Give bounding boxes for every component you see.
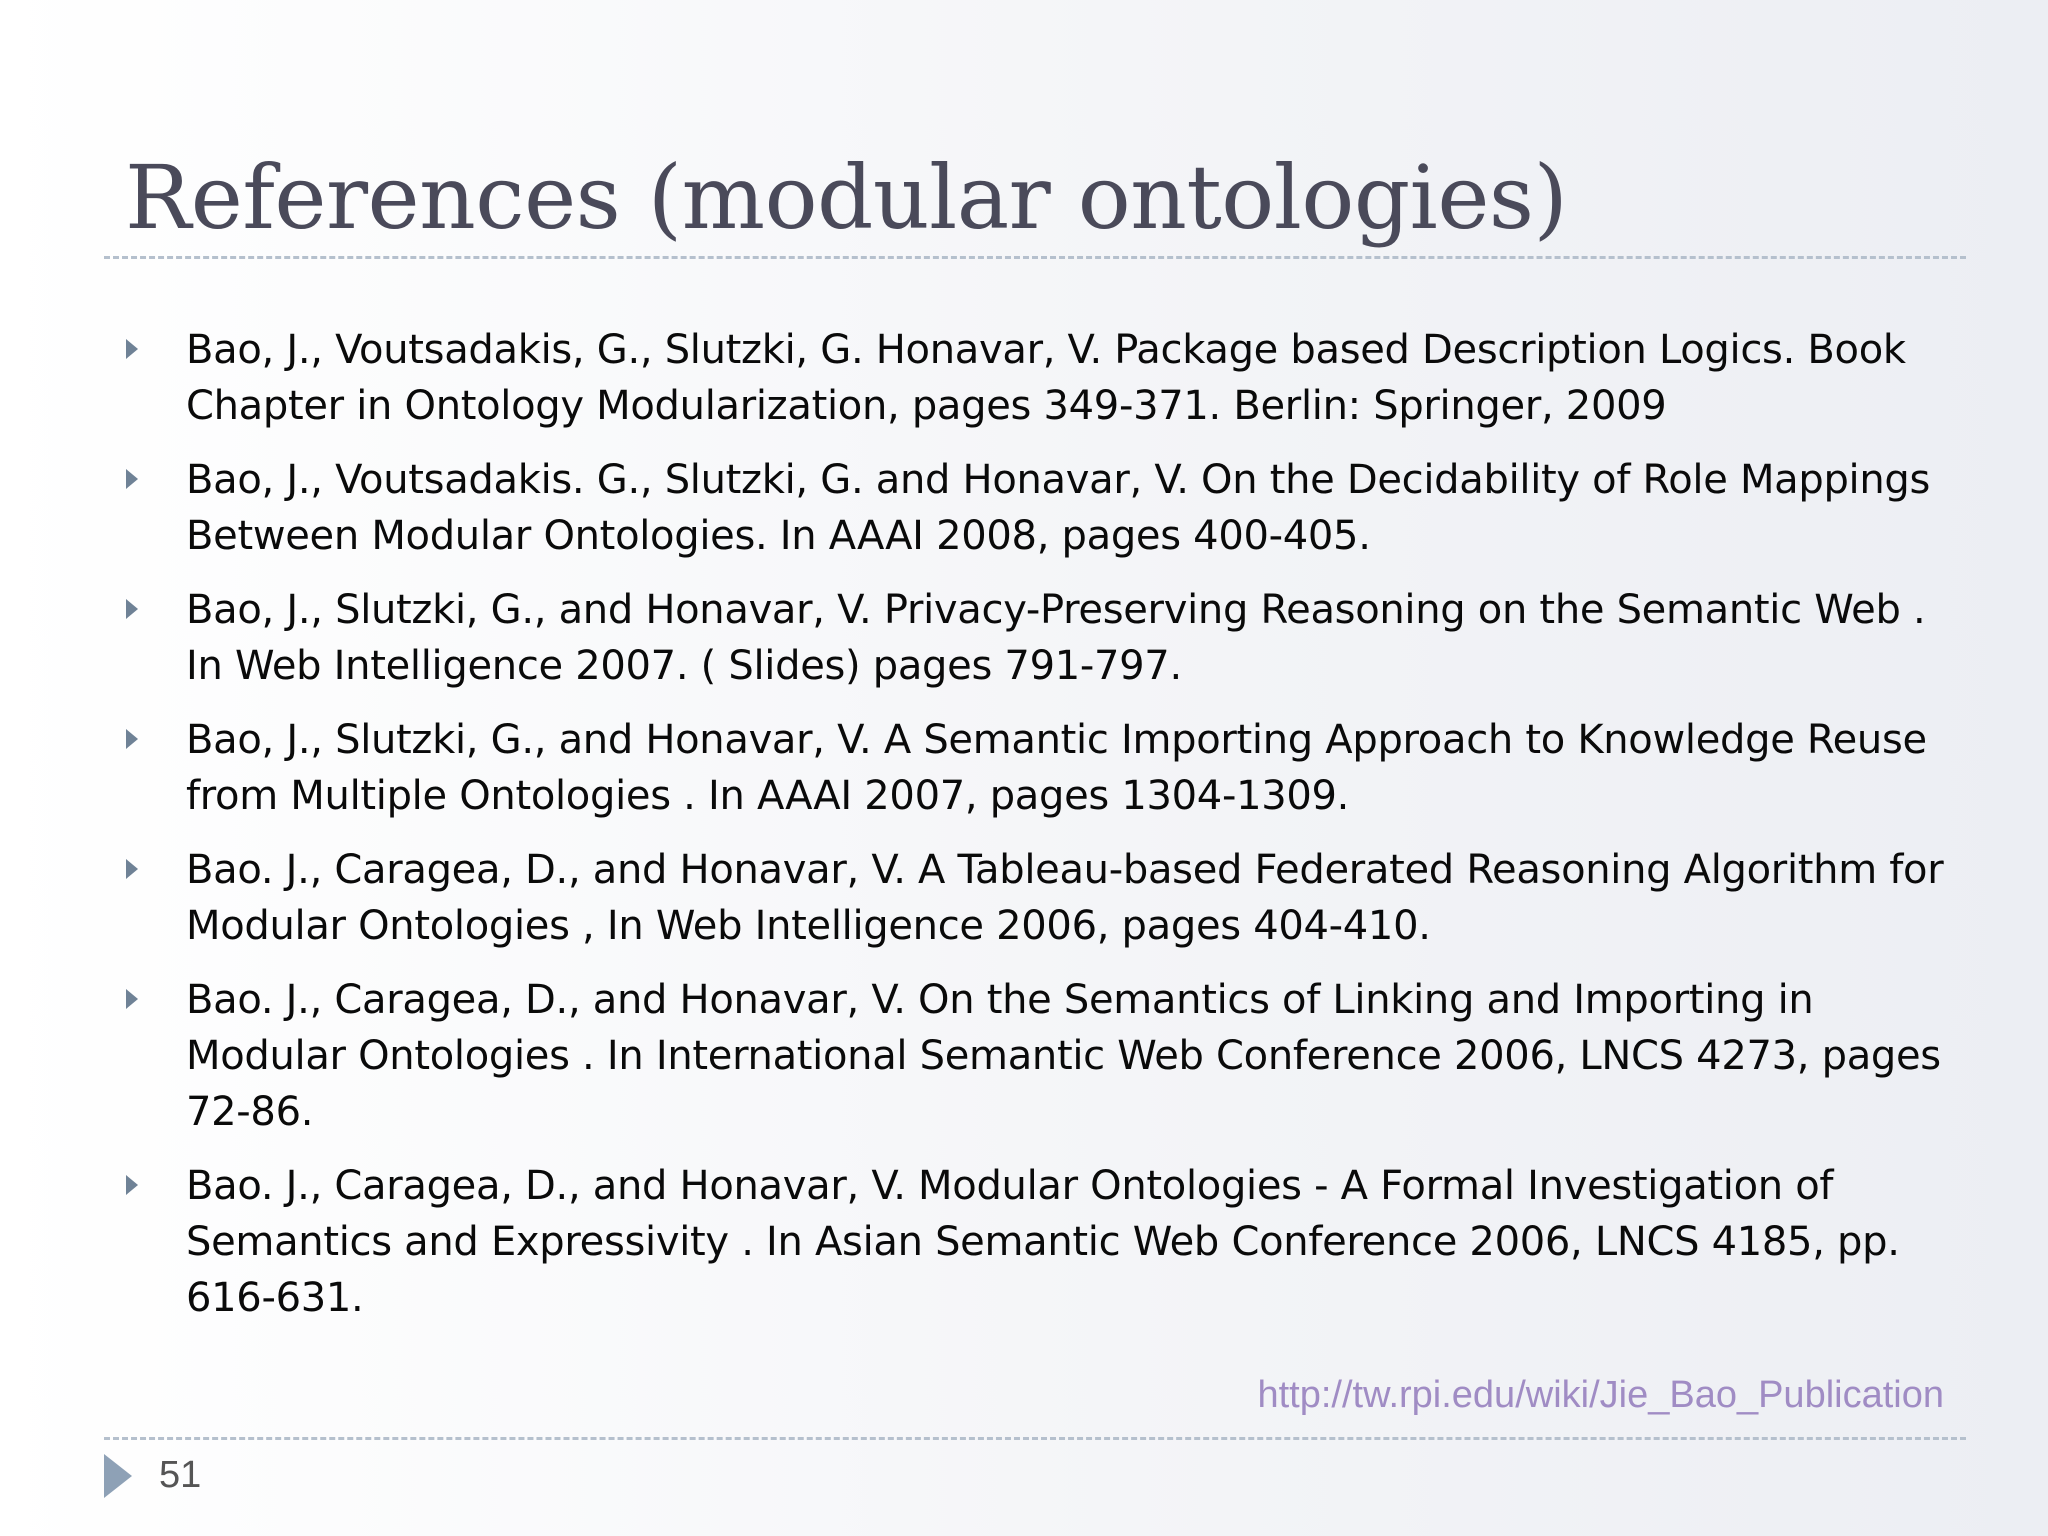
- reference-text: Bao, J., Voutsadakis. G., Slutzki, G. and Honavar, V. On the Decidability of Role Mappings Between Modular Ontologies. In AAAI 2008, pages 400-405.: [186, 457, 1931, 559]
- bullet-icon: [126, 339, 138, 359]
- bullet-icon: [126, 469, 138, 489]
- reference-item: [118, 712, 1968, 824]
- publication-link[interactable]: http://tw.rpi.edu/wiki/Jie_Bao_Publication: [1257, 1374, 1944, 1416]
- reference-text: Bao, J., Slutzki, G., and Honavar, V. Privacy-Preserving Reasoning on the Semantic Web . In Web Intelligence 2007. ( Slides) pages 791-797.: [186, 587, 1926, 689]
- reference-item: [118, 582, 1968, 694]
- bullet-icon: [126, 859, 138, 879]
- reference-item: [118, 972, 1968, 1140]
- reference-item: [118, 1158, 1968, 1326]
- reference-item: [118, 452, 1968, 564]
- title-divider: [104, 256, 1966, 259]
- bullet-icon: [126, 989, 138, 1009]
- reference-text: Bao. J., Caragea, D., and Honavar, V. Modular Ontologies - A Formal Investigation of Semantics and Expressivity . In Asian Semantic Web Conference 2006, LNCS 4185, pp. 616-631.: [186, 1163, 1900, 1321]
- reference-list: [118, 322, 1968, 1344]
- bullet-icon: [126, 1175, 138, 1195]
- footer-divider: [104, 1437, 1966, 1440]
- bullet-icon: [126, 599, 138, 619]
- slide-title: References (modular ontologies): [125, 146, 1568, 249]
- bullet-icon: [126, 729, 138, 749]
- reference-item: [118, 842, 1968, 954]
- reference-text: Bao, J., Slutzki, G., and Honavar, V. A Semantic Importing Approach to Knowledge Reuse from Multiple Ontologies . In AAAI 2007, pages 1304-1309.: [186, 717, 1927, 819]
- reference-text: Bao, J., Voutsadakis, G., Slutzki, G. Honavar, V. Package based Description Logics. Book Chapter in Ontology Modularization, pages 349-371. Berlin: Springer, 2009: [186, 327, 1906, 429]
- reference-item: [118, 322, 1968, 434]
- page-number: 51: [159, 1454, 202, 1496]
- footer-arrow-icon: [104, 1454, 132, 1498]
- reference-text: Bao. J., Caragea, D., and Honavar, V. On the Semantics of Linking and Importing in Modular Ontologies . In International Semantic Web Conference 2006, LNCS 4273, pages 72-86.: [186, 977, 1941, 1135]
- reference-text: Bao. J., Caragea, D., and Honavar, V. A Tableau-based Federated Reasoning Algorithm for Modular Ontologies , In Web Intelligence 2006, pages 404-410.: [186, 847, 1944, 949]
